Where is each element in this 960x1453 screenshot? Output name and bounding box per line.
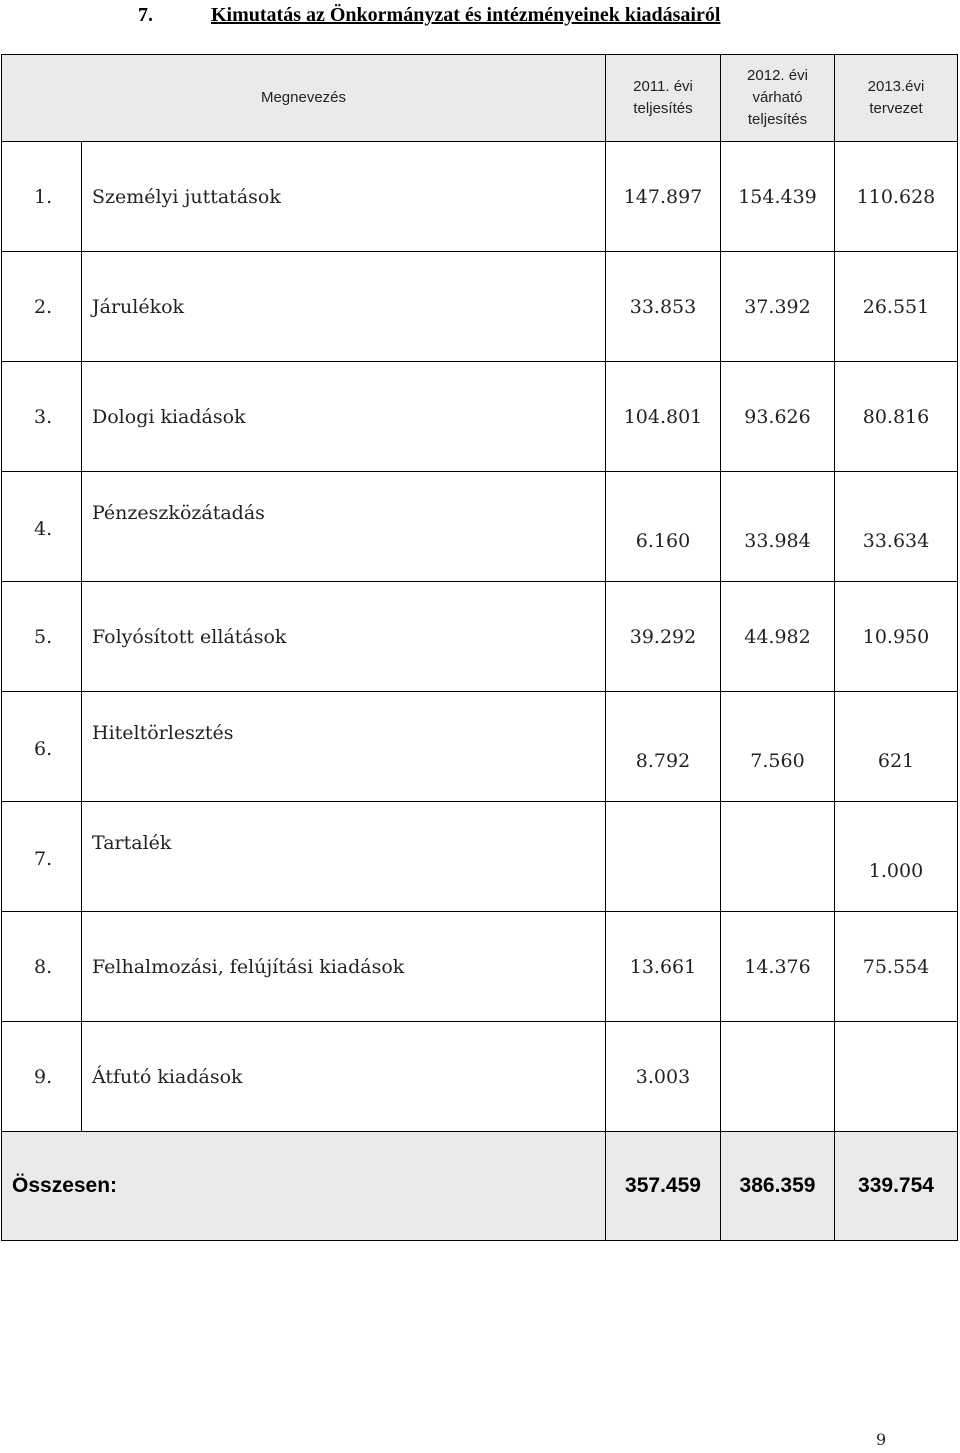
total-2013: 339.754 <box>835 1132 958 1241</box>
row-number: 5. <box>34 625 53 648</box>
cell-2013: 621 <box>835 692 958 802</box>
total-label: Összesen: <box>12 1174 118 1197</box>
cell-2011: 33.853 <box>606 252 721 362</box>
cell-2011: 39.292 <box>606 582 721 692</box>
cell-2011: 13.661 <box>606 912 721 1022</box>
row-number: 4. <box>34 518 53 540</box>
page-number: 9 <box>876 1430 887 1449</box>
total-2011: 357.459 <box>606 1132 721 1241</box>
row-label-cell <box>2 362 606 472</box>
header-2012: 2012. évi várható teljesítés <box>721 55 835 142</box>
cell-2012: 14.376 <box>721 912 835 1022</box>
row-name: Pénzeszközátadás <box>92 502 265 524</box>
cell-2011: 8.792 <box>606 692 721 802</box>
header-name: Megnevezés <box>2 55 606 142</box>
table-header-row <box>2 55 958 142</box>
cell-2013: 10.950 <box>835 582 958 692</box>
cell-2012: 44.982 <box>721 582 835 692</box>
cell-2013: 80.816 <box>835 362 958 472</box>
cell-2012: 7.560 <box>721 692 835 802</box>
cell-2013: 26.551 <box>835 252 958 362</box>
section-title: Kimutatás az Önkormányzat és intézményeinek kiadásairól <box>211 4 721 26</box>
row-name: Személyi juttatások <box>92 185 281 208</box>
row-name: Folyósított ellátások <box>92 625 287 648</box>
row-label-cell <box>2 252 606 362</box>
total-2012: 386.359 <box>721 1132 835 1241</box>
total-label-cell <box>2 1132 606 1241</box>
section-number: 7. <box>138 4 153 26</box>
row-number: 3. <box>34 405 53 428</box>
cell-2011: 104.801 <box>606 362 721 472</box>
row-number: 7. <box>34 848 53 870</box>
row-name: Hiteltörlesztés <box>92 722 234 744</box>
cell-2013: 110.628 <box>835 142 958 252</box>
row-number: 8. <box>34 955 53 978</box>
cell-2011 <box>606 802 721 912</box>
cell-2013: 75.554 <box>835 912 958 1022</box>
cell-2012 <box>721 802 835 912</box>
row-number: 2. <box>34 295 53 318</box>
table-row <box>2 472 958 582</box>
row-name: Tartalék <box>92 832 172 854</box>
header-2011: 2011. évi teljesítés <box>606 55 721 142</box>
cell-2012: 93.626 <box>721 362 835 472</box>
table-row <box>2 582 958 692</box>
cell-2011: 6.160 <box>606 472 721 582</box>
table-row <box>2 252 958 362</box>
row-name: Dologi kiadások <box>92 405 246 428</box>
row-number: 1. <box>34 185 53 208</box>
cell-2011: 3.003 <box>606 1022 721 1132</box>
row-label-cell <box>2 692 606 802</box>
row-label-cell <box>2 912 606 1022</box>
table-row <box>2 692 958 802</box>
header-2013: 2013.évi tervezet <box>835 55 958 142</box>
cell-2012: 154.439 <box>721 142 835 252</box>
table-row <box>2 1022 958 1132</box>
cell-2013: 1.000 <box>835 802 958 912</box>
total-row <box>2 1132 958 1241</box>
expenditure-table <box>1 54 958 1241</box>
row-name: Járulékok <box>92 295 185 318</box>
row-number: 6. <box>34 738 53 760</box>
row-label-cell <box>2 582 606 692</box>
cell-2012: 33.984 <box>721 472 835 582</box>
table-row <box>2 802 958 912</box>
row-label-cell <box>2 802 606 912</box>
row-label-cell <box>2 472 606 582</box>
table-row <box>2 912 958 1022</box>
table-row <box>2 142 958 252</box>
row-name: Átfutó kiadások <box>92 1065 243 1088</box>
document-heading <box>0 4 960 30</box>
row-label-cell <box>2 142 606 252</box>
cell-2013: 33.634 <box>835 472 958 582</box>
cell-2012: 37.392 <box>721 252 835 362</box>
row-name: Felhalmozási, felújítási kiadások <box>92 955 405 978</box>
cell-2011: 147.897 <box>606 142 721 252</box>
cell-2013 <box>835 1022 958 1132</box>
table-row <box>2 362 958 472</box>
row-number: 9. <box>34 1065 53 1088</box>
row-label-cell <box>2 1022 606 1132</box>
cell-2012 <box>721 1022 835 1132</box>
